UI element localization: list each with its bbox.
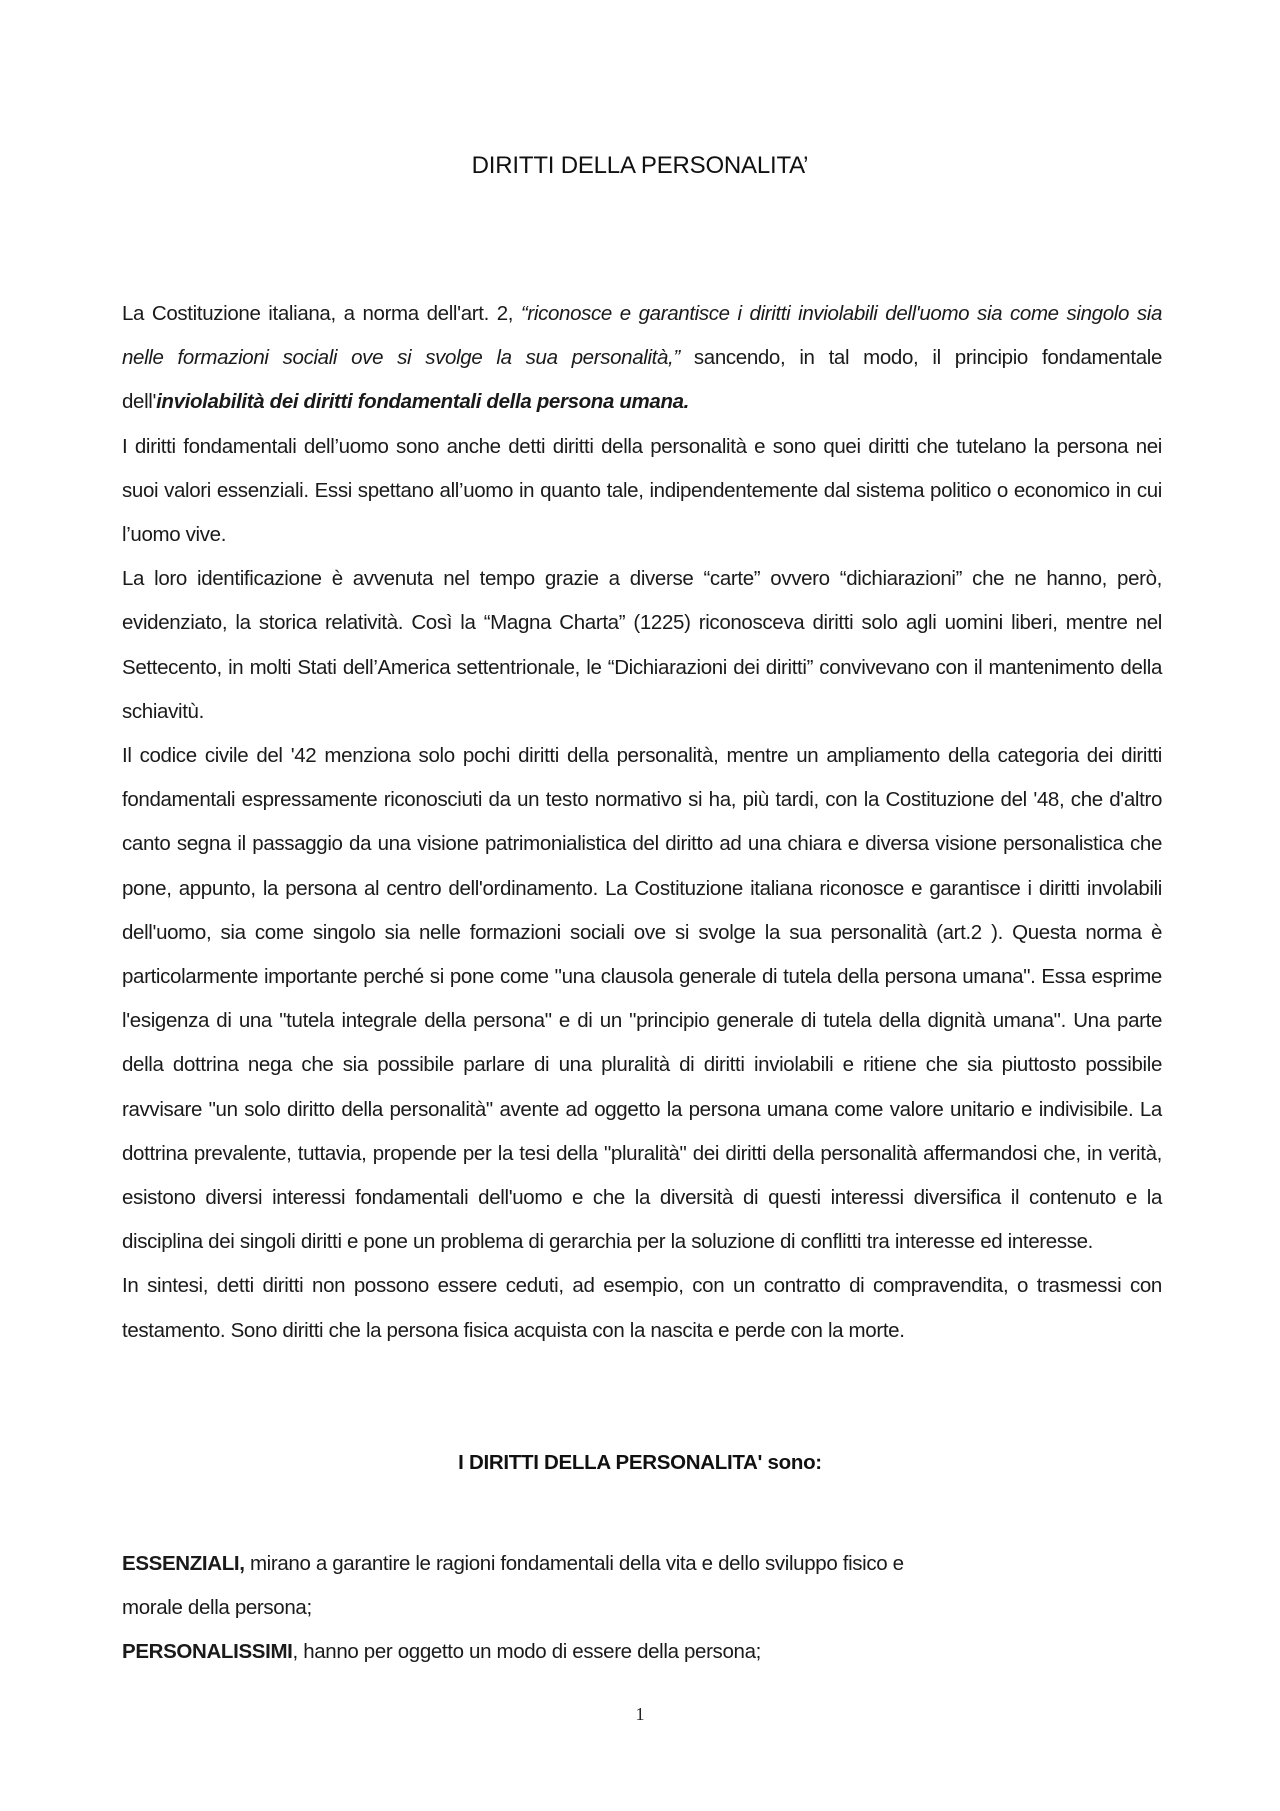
section-subtitle: I DIRITTI DELLA PERSONALITA' sono: [458, 1451, 822, 1474]
paragraph-1 [122, 292, 1162, 425]
page-title: DIRITTI DELLA PERSONALITA’ [471, 152, 809, 179]
list-item-continuation: morale della persona; [122, 1596, 312, 1619]
list-item [122, 1630, 1162, 1674]
paragraph-1-intro: La Costituzione italiana, a norma dell'art. 2, [122, 302, 521, 325]
list-item-text: mirano a garantire le ragioni fondamentali della vita e dello sviluppo fisico e [244, 1552, 904, 1575]
page-number: 1 [635, 1704, 645, 1724]
paragraph-1-middle: sancendo, in tal modo, il principio fondamentale dell' [122, 346, 1162, 414]
list-item [122, 1542, 1162, 1586]
document-body [122, 292, 1162, 1353]
paragraph-5: In sintesi, detti diritti non possono essere ceduti, ad esempio, con un contratto di compravendita, o trasmessi con testamento. Sono diritti che la persona fisica acquista con la nascita e perde con la morte. [122, 1274, 1162, 1342]
rights-list [122, 1542, 1162, 1674]
list-item-text: , hanno per oggetto un modo di essere della persona; [292, 1640, 761, 1663]
paragraph-1-quote: “riconosce e garantisce i diritti inviolabili dell'uomo sia come singolo sia nelle formazioni sociali ove si svolge la sua personalità,” [122, 302, 1162, 370]
paragraph-2: I diritti fondamentali dell’uomo sono anche detti diritti della personalità e sono quei diritti che tutelano la persona nei suoi valori essenziali. Essi spettano all’uomo in quanto tale, indipendentemente dal sistema politico o economico in cui l’uomo vive. [122, 434, 1162, 547]
paragraph-1-emphasis: inviolabilità dei diritti fondamentali della persona umana. [156, 390, 690, 414]
paragraph-4: Il codice civile del '42 menziona solo pochi diritti della personalità, mentre un ampliamento della categoria dei diritti fondamentali espressamente riconosciuti da un testo normativo si ha, più tardi, con la Costituzione del '48, che d'altro canto segna il passaggio da una visione patrimonialistica del diritto ad una chiara e diversa visione personalistica che pone, appunto, la persona al centro dell'ordinamento. La Costituzione italiana riconosce e garantisce i diritti involabili dell'uomo, sia come singolo sia nelle formazioni sociali ove si svolge la sua personalità (art.2 ). Questa norma è particolarmente importante perché si pone come "una clausola generale di tutela della persona umana". Essa esprime l'esigenza di una "tutela integrale della persona" e di un "principio generale di tutela della dignità umana". Una parte della dottrina nega che sia possibile parlare di una pluralità di diritti inviolabili e ritiene che sia piuttosto possibile ravvisare "un solo diritto della personalità" avente ad oggetto la persona umana come valore unitario e indivisibile. La dottrina prevalente, tuttavia, propende per la tesi della "pluralità" dei diritti della personalità affermandosi che, in verità, esistono diversi interessi fondamentali dell'uomo e che la diversità di questi interessi diversifica il contenuto e la disciplina dei singoli diritti e pone un problema di gerarchia per la soluzione di conflitti tra interesse ed interesse. [122, 744, 1162, 1254]
list-item-term: ESSENZIALI, [122, 1552, 245, 1575]
list-item-term: PERSONALISSIMI [122, 1640, 293, 1663]
paragraph-3: La loro identificazione è avvenuta nel tempo grazie a diverse “carte” ovvero “dichiarazioni” che ne hanno, però, evidenziato, la storica relatività. Così la “Magna Charta” (1225) riconosceva diritti solo agli uomini liberi, mentre nel Settecento, in molti Stati dell’America settentrionale, le “Dichiarazioni dei diritti” convivevano con il mantenimento della schiavitù. [122, 567, 1162, 723]
